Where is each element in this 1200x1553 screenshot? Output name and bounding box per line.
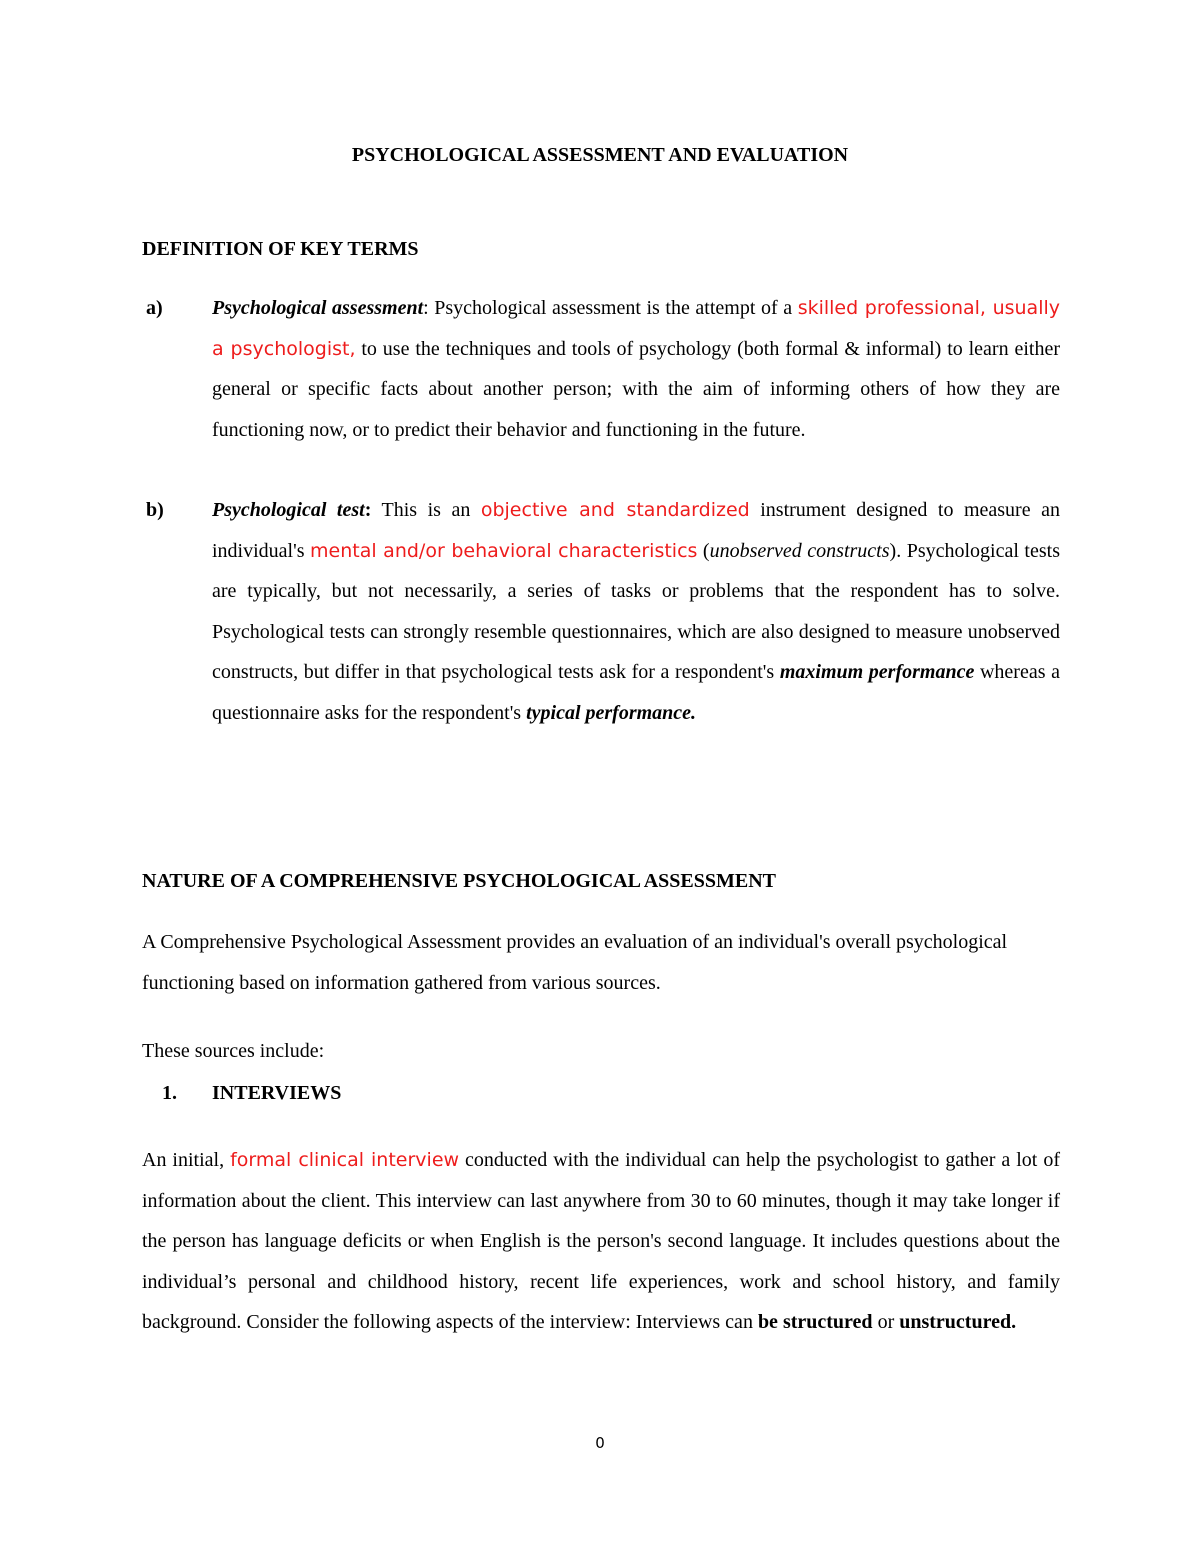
heading-number: 1.	[162, 1082, 177, 1104]
definition-item-test	[142, 490, 1060, 733]
definition-text: whereas a questionnaire asks for the respondent's	[212, 661, 1061, 724]
list-marker: a)	[146, 297, 163, 319]
bold-phrase: maximum performance	[779, 661, 975, 683]
highlighted-phrase: mental and/or behavioral characteristics	[310, 539, 698, 562]
definition-colon: :	[423, 297, 429, 319]
definition-text: (	[697, 539, 710, 562]
definition-term: Psychological test	[212, 499, 365, 521]
italic-phrase: unobserved constructs	[709, 539, 890, 562]
list-marker: b)	[146, 499, 164, 521]
paragraph-text: conducted with the individual can help the psychologist to gather a lot of information about the client. This interview can last anywhere from 30 to 60 minutes, though it may take longer if the person has language deficits or when English is the person's second language. It includes questions about the individual’s personal and childhood history, recent life experiences, work and school history, and family background. Consider the following aspects of the interview: Interviews can	[142, 1149, 1060, 1333]
highlighted-phrase: objective and standardized	[480, 499, 750, 521]
section-heading-definitions: DEFINITION OF KEY TERMS	[142, 238, 419, 260]
highlighted-phrase: formal clinical interview	[230, 1149, 460, 1171]
definition-body	[212, 288, 1060, 450]
definition-body	[212, 490, 1060, 733]
definition-term: Psychological assessment	[212, 297, 424, 319]
bold-phrase: typical performance.	[526, 701, 697, 724]
page-number: 0	[595, 1434, 605, 1452]
sources-intro: These sources include:	[142, 1040, 325, 1062]
bold-phrase: be structured	[757, 1311, 873, 1333]
definition-text: ). Psychological tests are typically, but not necessarily, a series of tasks or problems that the respondent has to solve. Psychological tests can strongly resemble questionnaires, which are also designed to measure unobserved constructs, but differ in that psychological tests ask for a respondent's	[212, 539, 1060, 683]
definition-text: This is an	[371, 499, 481, 521]
definition-text: instrument designed to measure an individual's	[212, 499, 1060, 562]
bold-phrase: unstructured.	[899, 1311, 1017, 1333]
heading-label: INTERVIEWS	[212, 1082, 342, 1104]
paragraph-text: An initial,	[142, 1149, 231, 1171]
section-heading-nature: NATURE OF A COMPREHENSIVE PSYCHOLOGICAL ASSESSMENT	[142, 870, 777, 892]
section-intro-paragraph: A Comprehensive Psychological Assessment provides an evaluation of an individual's overall psychological functioning based on information gathered from various sources.	[142, 931, 1008, 994]
interview-paragraph	[142, 1140, 1060, 1343]
definition-item-assessment	[142, 288, 1060, 450]
numbered-heading-interviews	[162, 1078, 341, 1108]
definition-text: to use the techniques and tools of psychology (both formal & informal) to learn either general or specific facts about another person; with the aim of informing others of how they are functioning now, or to predict their behavior and functioning in the future.	[212, 337, 1060, 441]
definition-colon: :	[364, 499, 372, 521]
definition-text: Psychological assessment is the attempt of a	[428, 297, 798, 319]
paragraph-text: or	[872, 1311, 900, 1333]
document-title: PSYCHOLOGICAL ASSESSMENT AND EVALUATION	[351, 144, 849, 166]
highlighted-phrase: skilled professional, usually a psychologist,	[212, 297, 1060, 360]
